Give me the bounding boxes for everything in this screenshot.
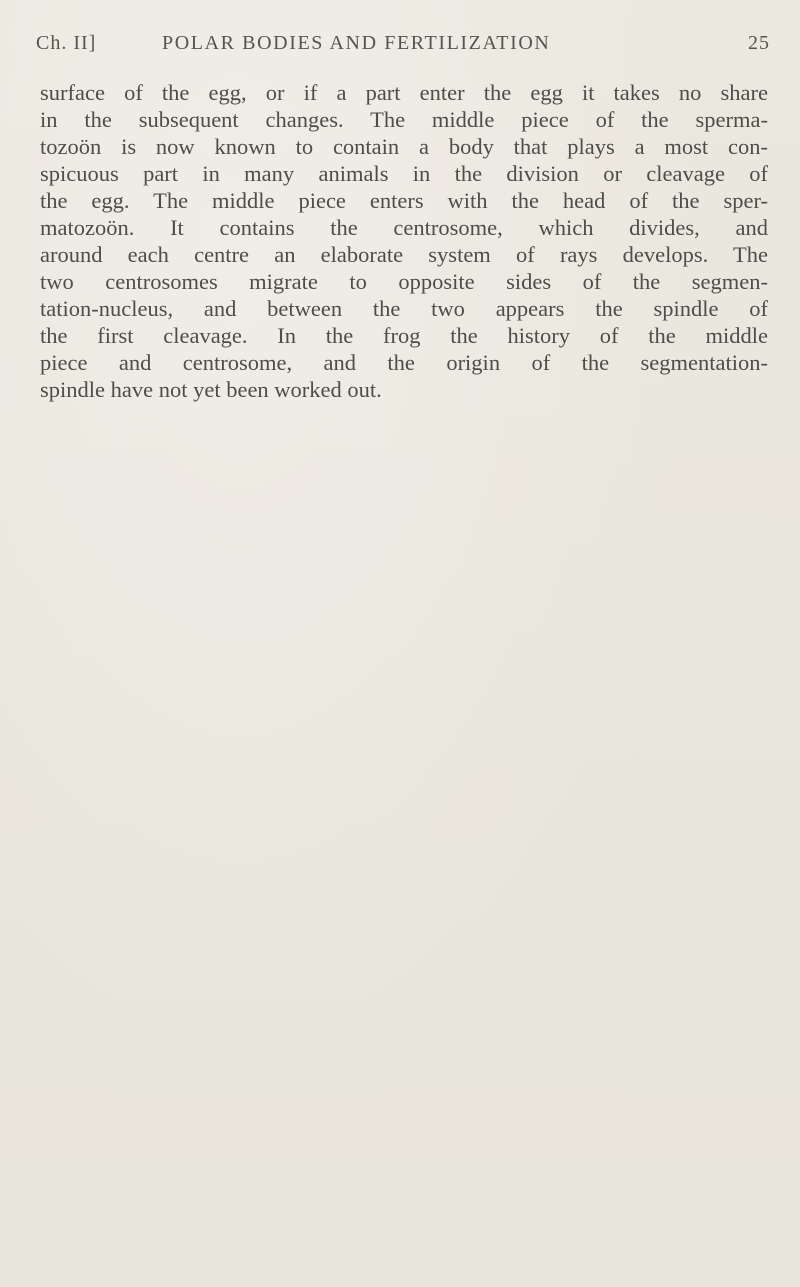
text-line: piece and centrosome, and the origin of the segmentation- xyxy=(40,350,768,375)
text-line: two centrosomes migrate to opposite sides of the segmen- xyxy=(40,269,768,294)
chapter-label: Ch. II] xyxy=(36,32,97,54)
text-line: the egg. The middle piece enters with the head of the sper- xyxy=(40,188,768,213)
text-line: matozoön. It contains the centrosome, which divides, and xyxy=(40,215,768,240)
body-paragraph xyxy=(40,79,768,403)
running-head xyxy=(36,20,770,60)
text-line: around each centre an elaborate system of rays develops. The xyxy=(40,242,768,267)
text-line: the first cleavage. In the frog the history of the middle xyxy=(40,323,768,348)
text-line: spicuous part in many animals in the division or cleavage of xyxy=(40,161,768,186)
text-line: in the subsequent changes. The middle piece of the sperma- xyxy=(40,107,768,132)
page-number: 25 xyxy=(748,32,770,54)
text-line: surface of the egg, or if a part enter the egg it takes no share xyxy=(40,80,768,105)
text-line: tozoön is now known to contain a body that plays a most con- xyxy=(40,134,768,159)
text-line: tation-nucleus, and between the two appears the spindle of xyxy=(40,296,768,321)
text-line: spindle have not yet been worked out. xyxy=(40,377,382,402)
running-title: POLAR BODIES AND FERTILIZATION xyxy=(162,32,551,54)
